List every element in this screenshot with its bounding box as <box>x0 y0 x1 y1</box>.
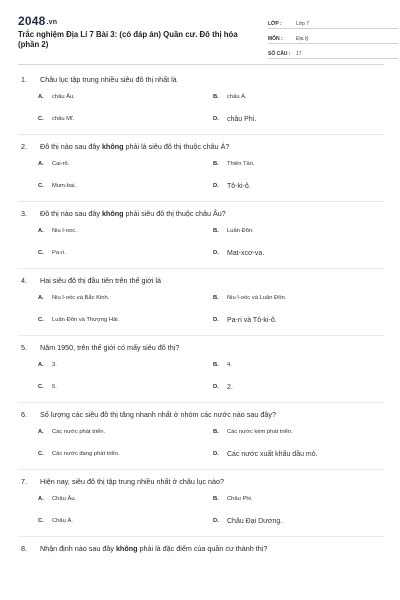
answer-letter: C. <box>38 116 44 122</box>
answer-option[interactable] <box>38 488 213 510</box>
answer-letter: A. <box>38 161 44 167</box>
answer-grid <box>38 153 384 197</box>
answer-text: Mum-bai. <box>52 183 77 189</box>
answer-text: Cai-rô. <box>52 161 70 167</box>
answer-letter: C. <box>38 518 44 524</box>
question-separator <box>18 335 384 336</box>
answer-letter: C. <box>38 384 44 390</box>
answer-option[interactable] <box>38 376 213 398</box>
answer-text: Châu Phi. <box>227 496 253 502</box>
answer-text: Các nước xuất khẩu dầu mỏ. <box>227 450 318 458</box>
question-text <box>40 544 267 553</box>
answer-letter: C. <box>38 451 44 457</box>
answer-option[interactable] <box>38 421 213 443</box>
answer-text: Tô-ki-ô. <box>227 182 251 190</box>
answer-text: châu Phi. <box>227 115 257 123</box>
answer-option[interactable] <box>38 153 213 175</box>
question-item <box>18 407 384 470</box>
answer-text: Niu I-ooc. <box>52 228 77 234</box>
page-title: Trắc nghiệm Địa Lí 7 Bài 3: (có đáp án) Quần cư. Đô thị hóa (phần 2) <box>18 30 238 49</box>
question-line <box>18 206 384 220</box>
answer-option[interactable] <box>38 242 213 264</box>
question-line <box>18 273 384 287</box>
meta-value: Lớp 7 <box>296 21 310 27</box>
meta-value: Địa lý <box>296 36 309 42</box>
question-separator <box>18 134 384 135</box>
answer-grid <box>38 354 384 398</box>
answer-text: Luân Đôn và Thượng Hải. <box>52 317 120 323</box>
answer-option[interactable] <box>38 86 213 108</box>
answer-option[interactable] <box>213 86 388 108</box>
answer-option[interactable] <box>38 287 213 309</box>
answer-letter: A. <box>38 295 44 301</box>
answer-text: châu Âu. <box>52 94 75 100</box>
question-number: 1. <box>21 74 27 84</box>
question-text <box>40 75 177 84</box>
answer-option[interactable] <box>213 510 388 532</box>
answer-option[interactable] <box>213 309 388 331</box>
question-text-pre: Đô thị nào sau đây <box>40 141 102 151</box>
meta-row-class <box>268 16 398 29</box>
meta-info <box>268 16 398 61</box>
answer-option[interactable] <box>38 175 213 197</box>
answer-letter: B. <box>213 94 219 100</box>
answer-text: Niu I-oóc và Bắc Kinh. <box>52 295 110 301</box>
question-text-pre: Hai siêu đô thị đầu tiên trên thế giới là <box>40 275 161 285</box>
answer-text: 3. <box>52 362 57 368</box>
question-item <box>18 139 384 202</box>
answer-letter: C. <box>38 317 44 323</box>
answer-text: Châu Đại Dương. <box>227 517 283 525</box>
question-text <box>40 410 276 419</box>
answer-text: 2. <box>227 383 233 391</box>
answer-letter: A. <box>38 496 44 502</box>
question-text-pre: Năm 1950, trên thế giới có mấy siêu đô thị? <box>40 342 180 352</box>
answer-letter: C. <box>38 250 44 256</box>
answer-letter: B. <box>213 161 219 167</box>
meta-row-subject <box>268 31 398 44</box>
meta-value: 17 <box>296 51 302 57</box>
question-line <box>18 474 384 488</box>
answer-option[interactable] <box>213 443 388 465</box>
answer-text: Pa-ri. <box>52 250 66 256</box>
question-number: 7. <box>21 476 27 486</box>
answer-option[interactable] <box>38 354 213 376</box>
answer-letter: D. <box>213 183 219 189</box>
answer-letter: B. <box>213 496 219 502</box>
answer-letter: D. <box>213 317 219 323</box>
logo-suffix: .vn <box>46 19 58 26</box>
answer-option[interactable] <box>213 220 388 242</box>
answer-text: 4. <box>227 362 232 368</box>
header <box>18 0 384 66</box>
question-text-post: phải là đặc điểm của quần cư thành thị? <box>137 543 268 553</box>
question-text <box>40 209 226 218</box>
answer-option[interactable] <box>38 220 213 242</box>
question-number: 5. <box>21 342 27 352</box>
question-text-pre: Số lượng các siêu đô thị tăng nhanh nhất ở nhóm các nước nào sau đây? <box>40 409 276 419</box>
question-text-pre: Châu lục tập trung nhiều siêu đô thị nhất là <box>40 74 177 84</box>
question-line <box>18 139 384 153</box>
question-number: 6. <box>21 409 27 419</box>
question-item <box>18 541 384 555</box>
question-item <box>18 474 384 537</box>
answer-letter: D. <box>213 250 219 256</box>
answer-grid <box>38 421 384 465</box>
answer-text: châu Á. <box>227 94 247 100</box>
answer-letter: D. <box>213 451 219 457</box>
answer-grid <box>38 220 384 264</box>
question-separator <box>18 402 384 403</box>
answer-letter: A. <box>38 228 44 234</box>
header-divider <box>18 64 384 65</box>
answer-letter: A. <box>38 94 44 100</box>
question-line <box>18 541 384 555</box>
question-text-pre: Đô thị nào sau đây <box>40 208 102 218</box>
answer-option[interactable] <box>213 108 388 130</box>
meta-row-count <box>268 46 398 59</box>
question-text-post: phải siêu đô thị thuộc châu Âu? <box>123 208 226 218</box>
question-text-pre: Hiện nay, siêu đô thị tập trung nhiều nhất ở châu lục nào? <box>40 476 224 486</box>
question-line <box>18 72 384 86</box>
question-text-post: phải là siêu đô thị thuộc châu Á? <box>123 141 230 151</box>
answer-text: Niu I-oóc và Luân Đôn. <box>227 295 287 301</box>
answer-grid <box>38 287 384 331</box>
answer-letter: C. <box>38 183 44 189</box>
question-list <box>18 72 384 555</box>
answer-letter: D. <box>213 518 219 524</box>
question-text-emphasis: không <box>115 543 138 553</box>
answer-letter: A. <box>38 429 44 435</box>
question-separator <box>18 201 384 202</box>
answer-option[interactable] <box>213 488 388 510</box>
question-text <box>40 276 161 285</box>
answer-letter: B. <box>213 228 219 234</box>
answer-option[interactable] <box>213 354 388 376</box>
answer-text: 5. <box>52 384 57 390</box>
question-item <box>18 273 384 336</box>
question-number: 4. <box>21 275 27 285</box>
question-item <box>18 72 384 135</box>
answer-option[interactable] <box>213 153 388 175</box>
answer-option[interactable] <box>38 108 213 130</box>
question-item <box>18 340 384 403</box>
meta-label: LỚP : <box>268 21 282 27</box>
question-separator <box>18 536 384 537</box>
question-item <box>18 206 384 269</box>
answer-grid <box>38 86 384 130</box>
answer-grid <box>38 488 384 532</box>
answer-text: Mat-xcơ-va. <box>227 249 265 257</box>
question-line <box>18 340 384 354</box>
question-separator <box>18 469 384 470</box>
answer-text: Châu Âu. <box>52 496 77 502</box>
answer-text: Các nước phát triển. <box>52 429 106 435</box>
answer-letter: D. <box>213 116 219 122</box>
answer-option[interactable] <box>38 309 213 331</box>
question-number: 3. <box>21 208 27 218</box>
answer-letter: B. <box>213 429 219 435</box>
answer-option[interactable] <box>213 287 388 309</box>
site-logo[interactable] <box>18 14 57 28</box>
logo-text: 2048 <box>18 14 46 28</box>
answer-option[interactable] <box>38 443 213 465</box>
answer-text: Các nước đang phát triển. <box>52 451 120 457</box>
answer-option[interactable] <box>213 421 388 443</box>
answer-text: Châu Á. <box>52 518 73 524</box>
question-text-emphasis: không <box>101 208 124 218</box>
question-number: 8. <box>21 543 27 553</box>
question-text-pre: Nhận định nào sau đây <box>40 543 116 553</box>
answer-letter: B. <box>213 295 219 301</box>
question-number: 2. <box>21 141 27 151</box>
question-text <box>40 142 229 151</box>
meta-label: MÔN : <box>268 36 283 42</box>
question-separator <box>18 268 384 269</box>
meta-label: SỐ CÂU : <box>268 51 291 57</box>
question-text <box>40 343 179 352</box>
answer-text: Các nước kém phát triển. <box>227 429 293 435</box>
question-text-emphasis: không <box>101 141 124 151</box>
answer-letter: A. <box>38 362 44 368</box>
question-text <box>40 477 224 486</box>
answer-option[interactable] <box>213 242 388 264</box>
answer-text: Pa-ri và Tô-ki-ô. <box>227 316 277 324</box>
answer-letter: D. <box>213 384 219 390</box>
answer-option[interactable] <box>213 175 388 197</box>
answer-option[interactable] <box>213 376 388 398</box>
answer-letter: B. <box>213 362 219 368</box>
answer-text: Luân Đôn. <box>227 228 254 234</box>
answer-option[interactable] <box>38 510 213 532</box>
question-line <box>18 407 384 421</box>
answer-text: châu Mĩ. <box>52 116 75 122</box>
answer-text: Thiên Tân. <box>227 161 255 167</box>
